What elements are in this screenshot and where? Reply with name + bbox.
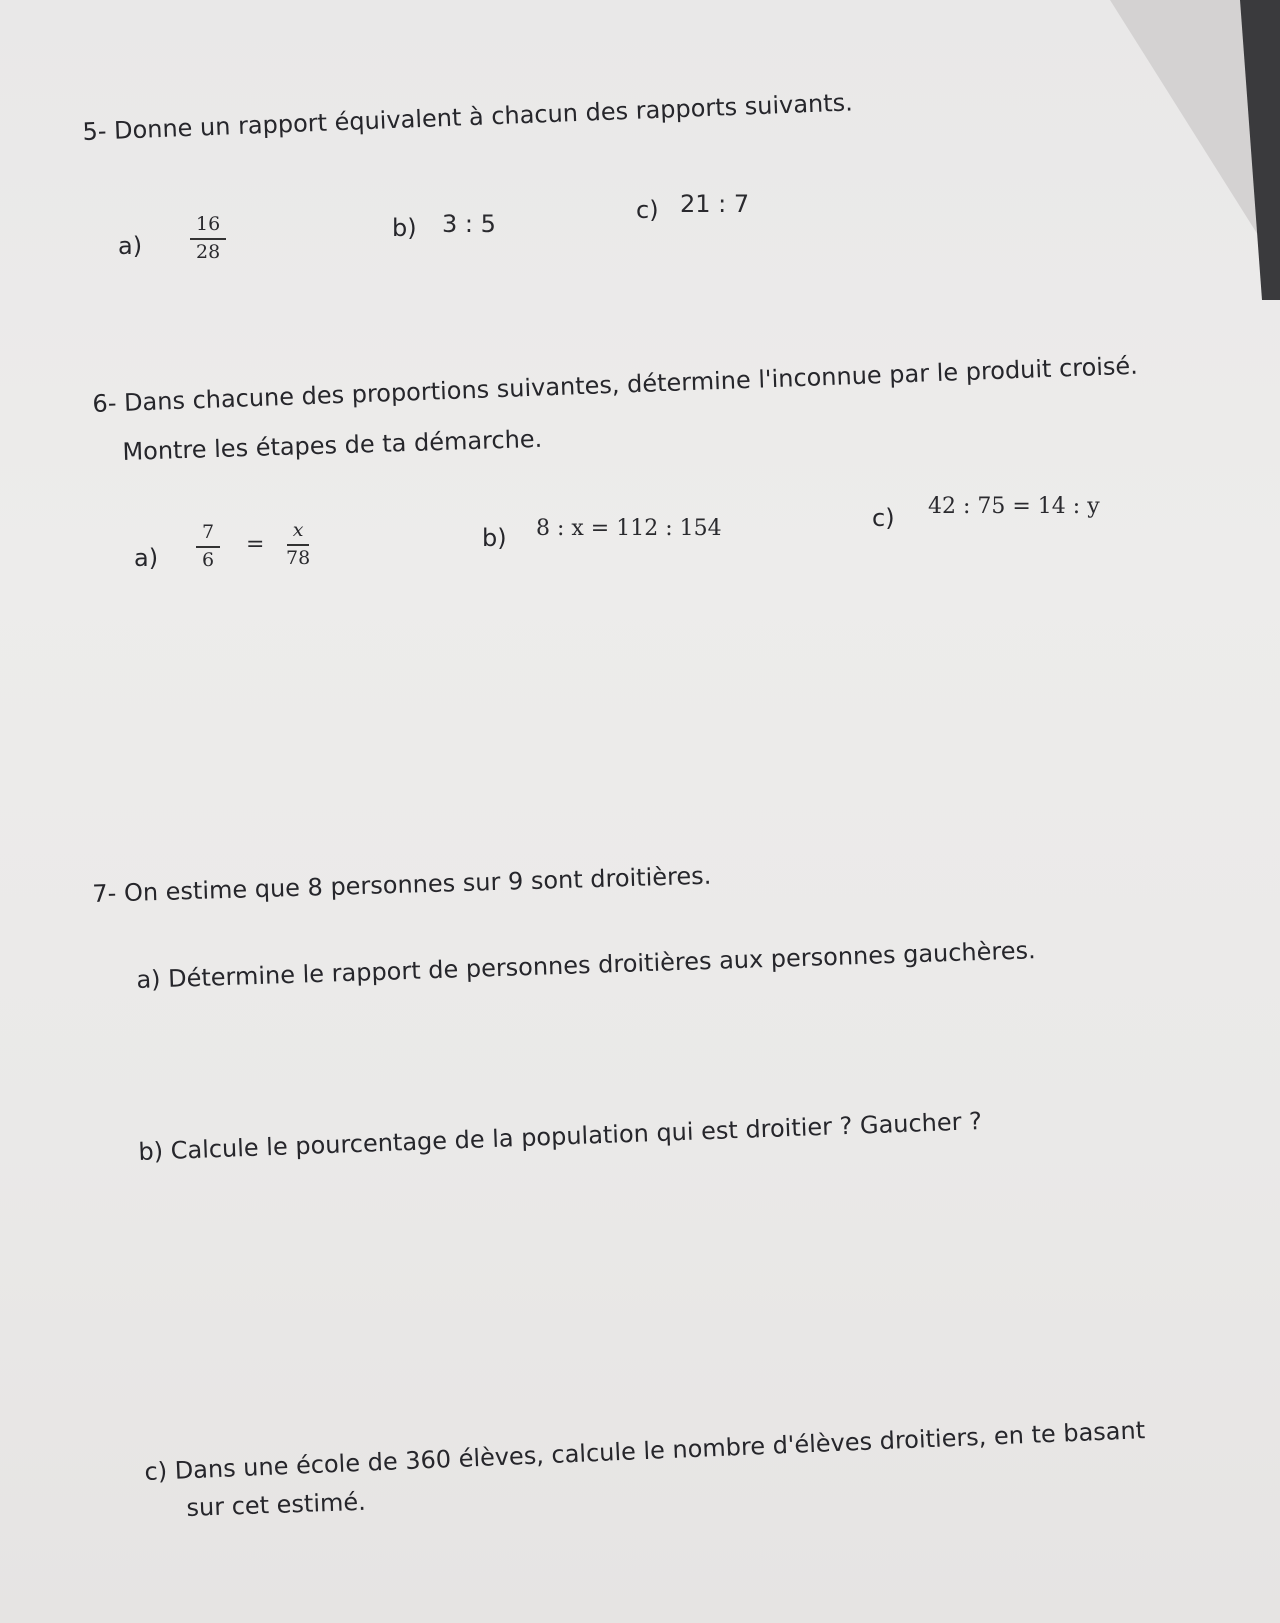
q6-a-fraction-right [286,520,310,570]
question-5-title: 5- Donne un rapport équivalent à chacun des rapports suivants. [82,88,854,146]
question-6-title: 6- Dans chacune des proportions suivantes, détermine l'inconnue par le produit croisé. [92,351,1139,418]
q6-c-label: c) [872,504,895,532]
q6-b-proportion: 8 : x = 112 : 154 [536,516,722,541]
q6-a-denominator-left: 6 [202,548,215,571]
q7-c-text-line1: c) Dans une école de 360 élèves, calcule le nombre d'élèves droitiers, en te basant [144,1416,1146,1486]
q6-a-fraction-left [196,522,220,572]
q6-a-denominator-right: 78 [286,546,311,569]
q5-a-fraction [190,214,226,264]
q6-c-proportion: 42 : 75 = 14 : y [928,494,1100,519]
q5-a-numerator: 16 [190,214,226,240]
q5-b-label: b) [392,214,417,242]
q6-a-numerator-right: x [287,520,310,546]
q5-b-ratio: 3 : 5 [442,210,496,238]
question-7-title: 7- On estime que 8 personnes sur 9 sont droitières. [92,861,712,908]
q5-a-label: a) [118,232,143,260]
q6-b-label: b) [482,524,507,552]
q5-c-ratio: 21 : 7 [680,190,750,218]
q6-a-numerator-left: 7 [196,522,220,548]
q7-b-text: b) Calcule le pourcentage de la population qui est droitier ? Gaucher ? [138,1107,983,1166]
q7-c-text-line2: sur cet estimé. [186,1487,367,1522]
q6-a-label: a) [134,544,159,572]
question-6-subtitle: Montre les étapes de ta démarche. [122,424,543,466]
q5-a-denominator: 28 [196,240,221,263]
q5-c-label: c) [636,196,659,224]
q7-a-text: a) Détermine le rapport de personnes droitières aux personnes gauchères. [136,936,1037,994]
q6-a-equals: = [246,532,265,557]
